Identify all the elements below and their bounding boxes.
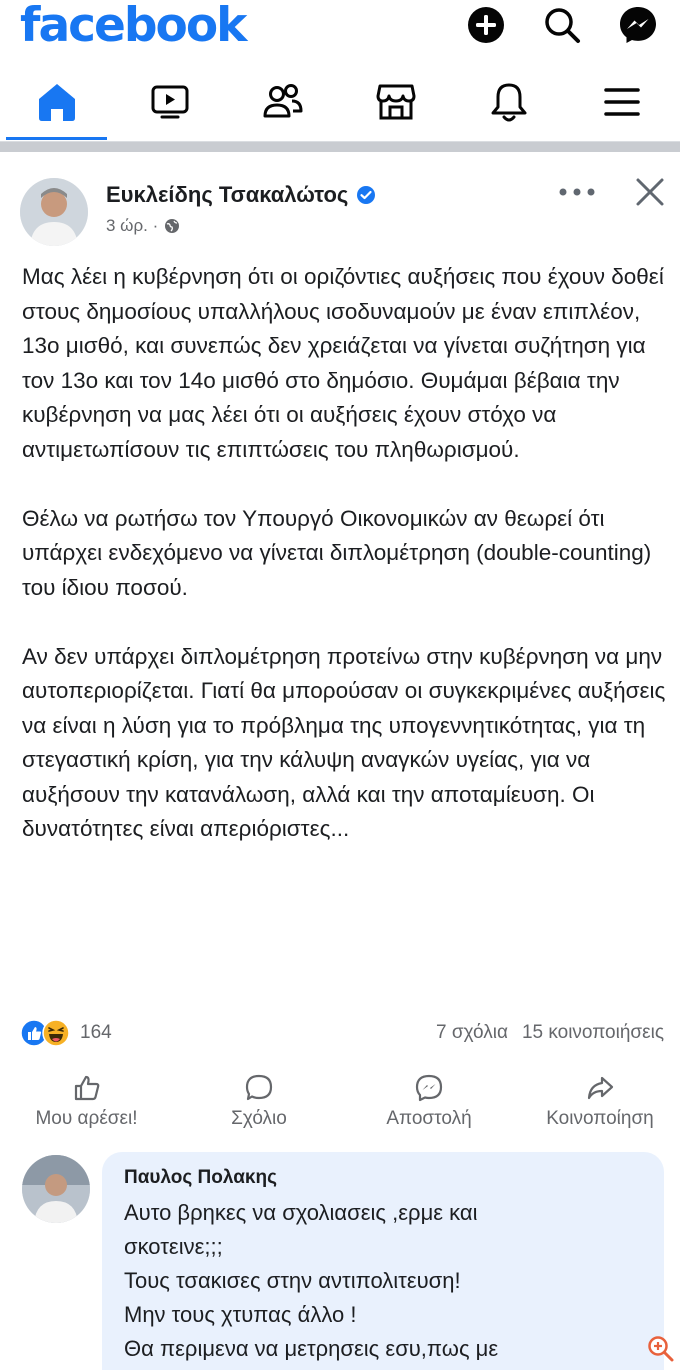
post-meta [106,216,180,236]
comment-label: Σχόλιο [231,1108,287,1129]
share-arrow-icon [585,1073,615,1103]
like-button[interactable] [14,1072,159,1138]
zoom-in-icon[interactable] [646,1334,676,1364]
shares-count-link[interactable]: 15 κοινοποιήσεις [521,1022,664,1043]
home-icon [35,80,79,124]
more-dots-icon [559,188,595,196]
commenter-avatar[interactable] [22,1155,90,1223]
comment-line: Θα περιμενα να μετρησεις εσυ,πως με [124,1336,499,1361]
messenger-icon [617,4,659,46]
watch-icon [149,81,191,123]
tab-bar [0,64,680,142]
comment-line: Αυτο βρηκες να σχολιασεις ,ερμε και [124,1200,478,1225]
post-timestamp[interactable]: 3 ώρ. · [106,216,159,235]
notifications-icon [488,80,530,124]
tab-friends[interactable] [226,64,339,140]
more-options-button[interactable] [555,180,599,204]
verified-badge-icon [356,185,376,205]
comment-line: Μην τους χτυπας άλλο ! [124,1302,357,1327]
comment-text [124,1196,644,1366]
comment-bubble-icon [244,1073,274,1103]
post-actions [0,1072,680,1138]
friends-icon [261,80,305,124]
hide-post-button[interactable] [630,172,670,212]
feed-divider [0,142,680,152]
send-label: Αποστολή [386,1108,472,1129]
post-paragraph: Θέλω να ρωτήσω τον Υπουργό Οικονομικών αν θεωρεί ότι υπάρχει ενδεχόμενο να γίνεται διπλομέτρηση (double-counting) του ίδιου ποσού. [22,505,652,600]
post-text [22,260,672,847]
plus-circle-icon [466,5,506,45]
comments-count-link[interactable]: 7 σχόλια [436,1022,508,1043]
messenger-send-icon [414,1073,444,1103]
facebook-logo[interactable]: facebook [20,0,246,53]
commenter-avatar-photo [22,1155,90,1223]
reaction-icons [20,1019,70,1047]
comment-button[interactable] [198,1072,320,1138]
menu-icon [602,82,642,122]
reaction-count: 164 [80,1022,112,1043]
author-avatar[interactable] [20,178,88,246]
create-button[interactable] [464,3,508,47]
share-button[interactable] [530,1072,670,1138]
tab-home[interactable] [0,64,113,140]
author-name[interactable]: Ευκλείδης Τσακαλώτος [106,182,349,207]
engagement-counts [436,1022,664,1044]
globe-icon [164,218,180,234]
tab-marketplace[interactable] [339,64,452,140]
send-button[interactable] [368,1072,490,1138]
thumbs-up-icon [72,1073,102,1103]
top-bar [0,0,680,60]
post-paragraph: Αν δεν υπάρχει διπλομέτρηση προτείνω στην κυβέρνηση να μην αυτοπεριορίζεται. Γιατί θα μπορούσαν οι συγκεκριμένες αυξήσεις να είναι η λύση για το πρόβλημα της υπογεννητικότητας, για τη στεγαστική κρίση, για την κάλυψη αναγκών υγείας, για να αυξήσουν την κατανάλωση, αλλά και την αποταμίευση. Οι δυνατότητες είναι απεριόριστες... [22,643,666,841]
tab-menu[interactable] [565,64,678,140]
reactions-summary[interactable] [20,1018,112,1048]
search-button[interactable] [540,3,584,47]
comment-bubble[interactable] [102,1152,664,1370]
messenger-button[interactable] [616,3,660,47]
share-label: Κοινοποίηση [546,1108,654,1129]
post-paragraph: Μας λέει η κυβέρνηση ότι οι οριζόντιες αυξήσεις που έχουν δοθεί στους δημοσίους υπαλλήλους ισοδυναμούν με έναν επιπλέον, 13ο μισθό, και συνεπώς δεν χρειάζεται να γίνεται συζήτηση για τον 13ο και τον 14ο μισθό στο δημόσιο. Θυμάμαι βέβαια την κυβέρνηση να μας λέει ότι οι αυξήσεις έχουν στόχο να αντιμετωπίσουν τις επιπτώσεις του πληθωρισμού. [22,264,664,462]
search-icon [542,5,582,45]
comment-line: Τους τσακισες στην αντιπολιτευση! [124,1268,461,1293]
marketplace-icon [374,80,418,124]
tab-notifications[interactable] [452,64,565,140]
avatar-photo [20,178,88,246]
like-label: Μου αρέσει! [35,1108,138,1129]
comment-line: σκοτεινε;;; [124,1234,223,1259]
haha-reaction-icon [42,1019,70,1047]
comment-author[interactable]: Παυλος Πολακης [124,1167,277,1188]
close-icon [635,177,665,207]
post-author[interactable] [106,182,376,208]
tab-watch[interactable] [113,64,226,140]
